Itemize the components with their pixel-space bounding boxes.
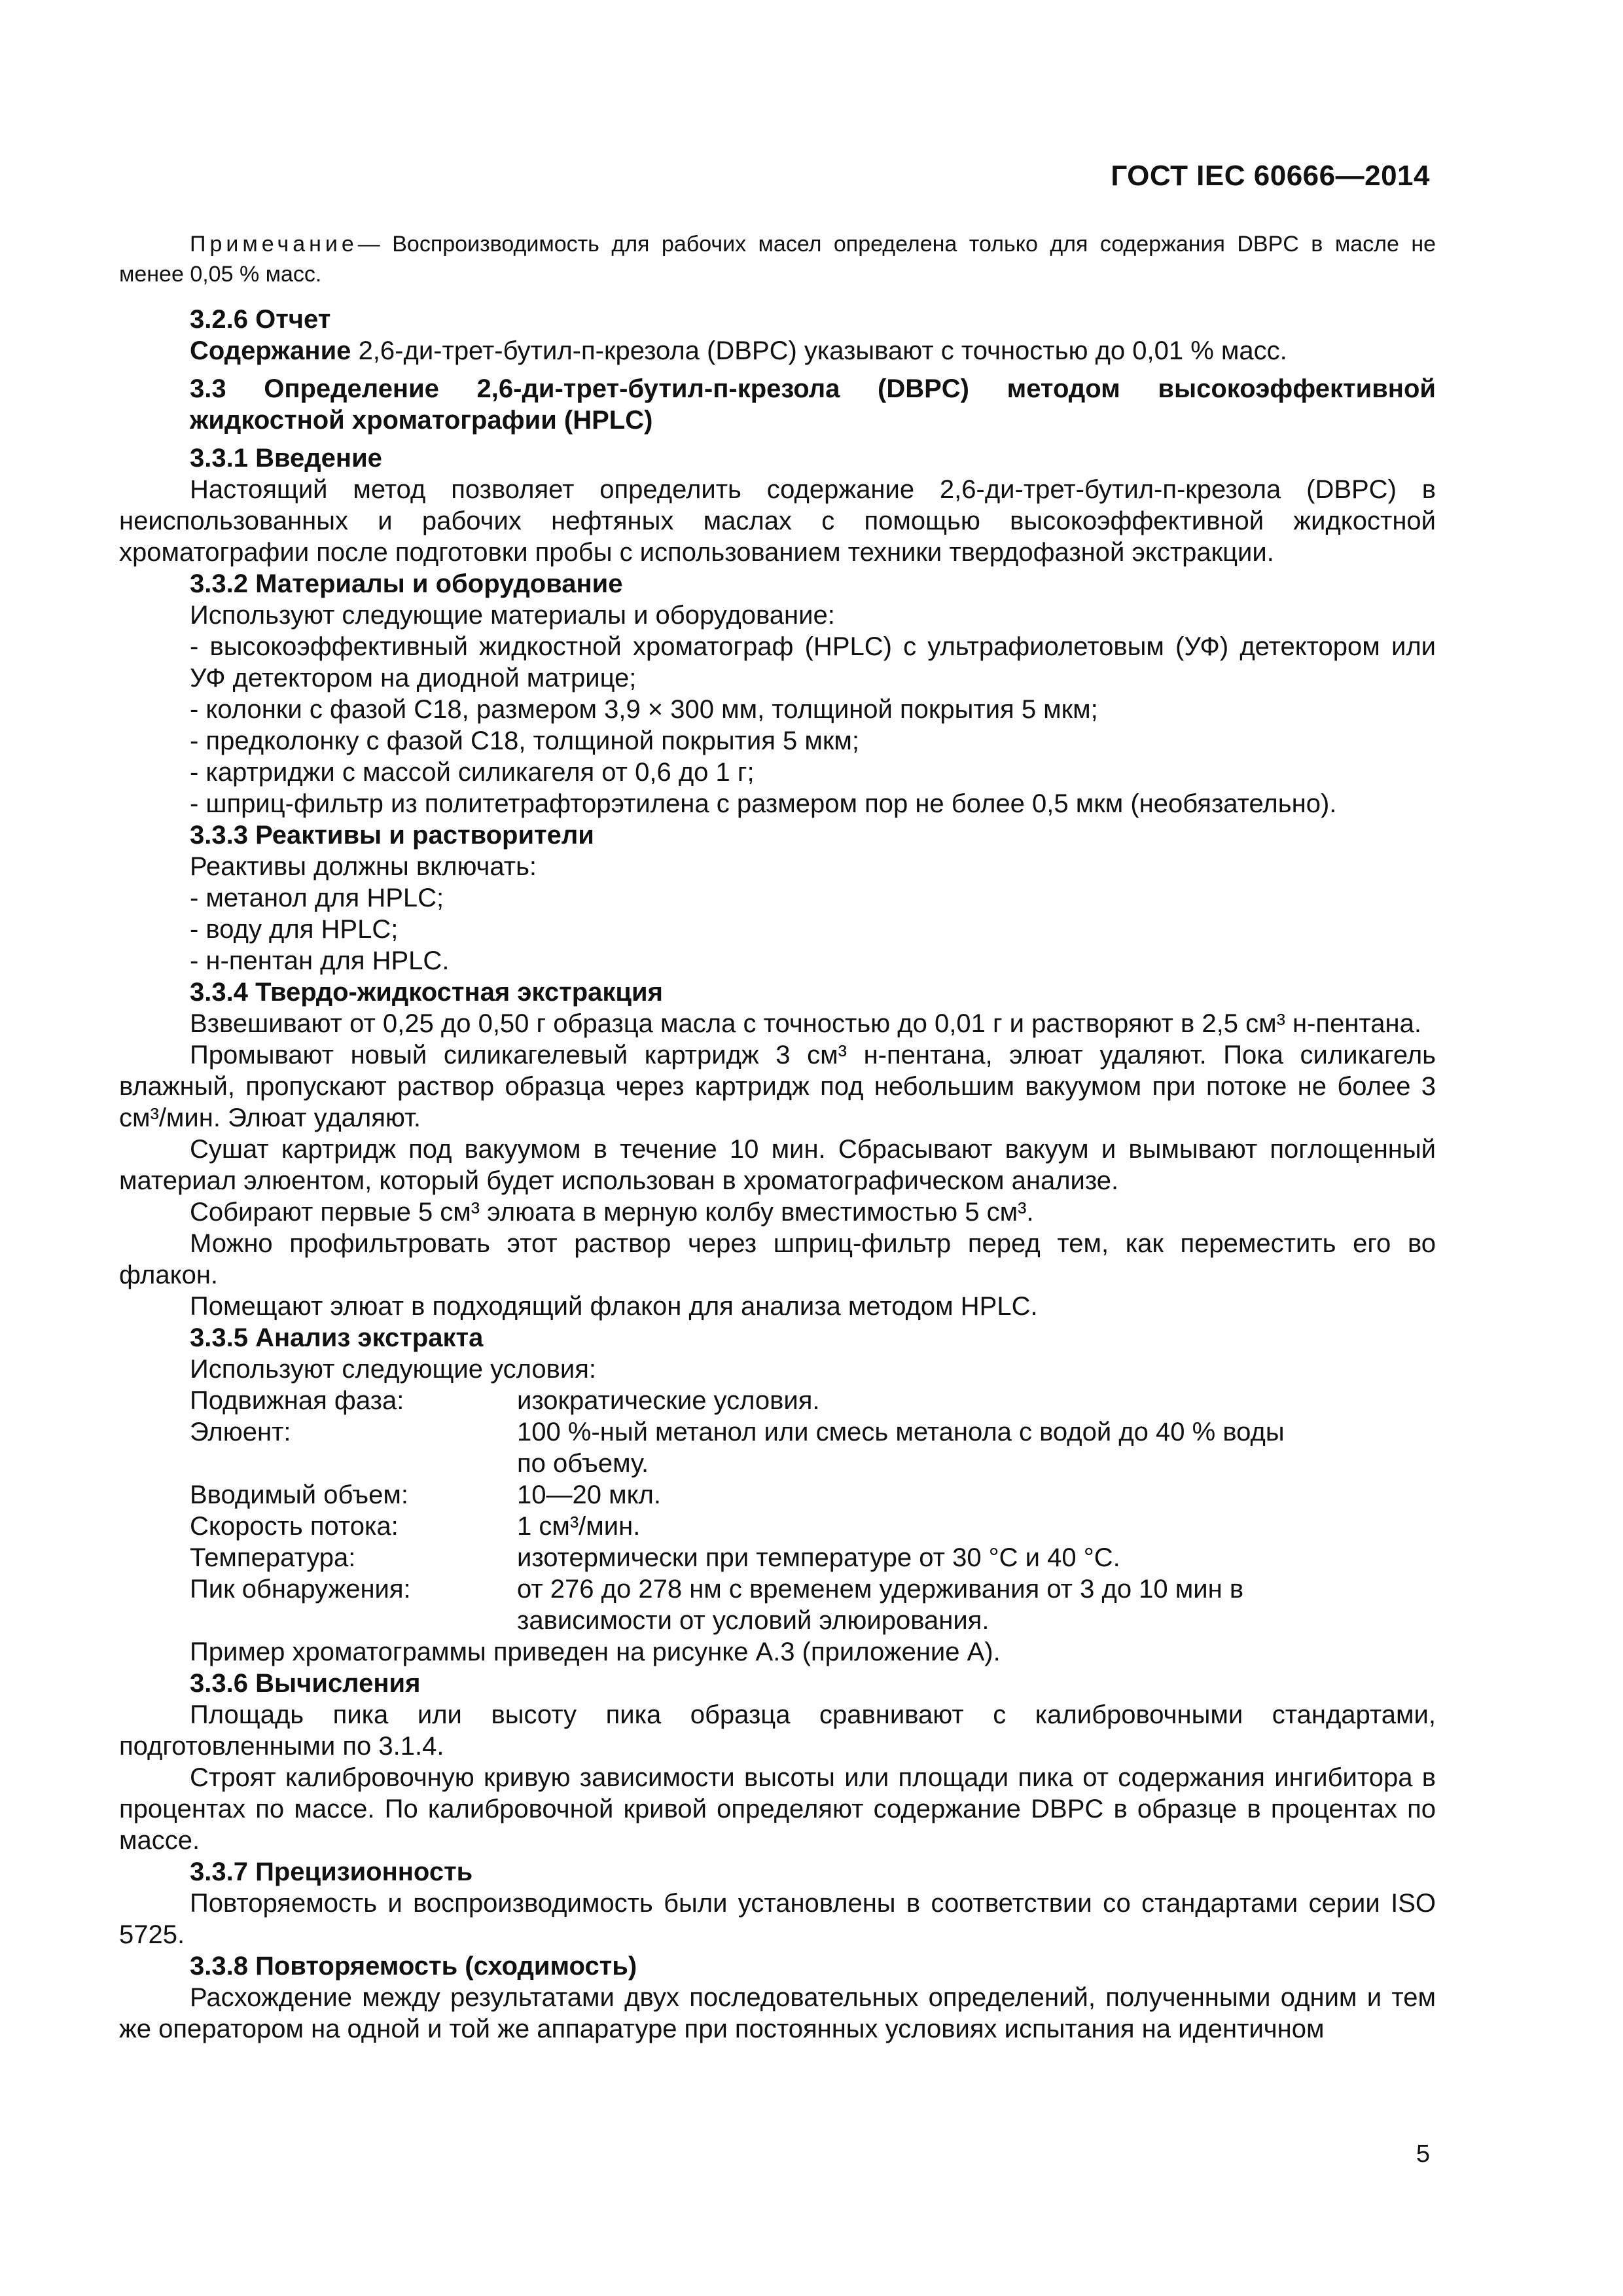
note-paragraph: [119, 229, 1436, 289]
calculation-paragraph-1: Площадь пика или высоту пика образца сравнивают с калибровочными стандартами, подготовленными по 3.1.4.: [119, 1700, 1436, 1761]
heading-3-3-5: 3.3.5 Анализ экстракта: [190, 1323, 484, 1352]
list-item: - колонки с фазой С18, размером 3,9 × 300 мм, толщиной покрытия 5 мкм;: [190, 695, 1098, 724]
condition-label: Элюент:: [190, 1418, 291, 1446]
extraction-paragraph-6: Помещают элюат в подходящий флакон для анализа методом HPLC.: [190, 1292, 1038, 1321]
heading-3-3-3: 3.3.3 Реактивы и растворители: [190, 821, 594, 850]
heading-3-3-7: 3.3.7 Прецизионность: [190, 1857, 473, 1886]
heading-3-3-4: 3.3.4 Твердо-жидкостная экстракция: [190, 978, 663, 1007]
materials-intro: Используют следующие материалы и оборудование:: [190, 601, 835, 630]
repeatability-paragraph: Расхождение между результатами двух последовательных определений, полученными одним и тем же оператором на одной и той же аппаратуре при постоянных условиях испытания на идентичном: [119, 1983, 1436, 2043]
heading-3-3-6: 3.3.6 Вычисления: [190, 1669, 421, 1698]
list-item: - воду для HPLC;: [190, 915, 399, 944]
heading-3-3-8: 3.3.8 Повторяемость (сходимость): [190, 1952, 637, 1981]
precision-paragraph: Повторяемость и воспроизводимость были установлены в соответствии со стандартами серии ISO 5725.: [119, 1889, 1436, 1949]
calculation-paragraph-2: Строят калибровочную кривую зависимости высоты или площади пика от содержания ингибитора в процентах по массе. По калибровочной кривой определяют содержание DBPC в образце в процентах по массе.: [119, 1763, 1436, 1855]
condition-label: Вводимый объем:: [190, 1480, 408, 1509]
list-item: - предколонку с фазой С18, толщиной покрытия 5 мкм;: [190, 726, 860, 755]
reagents-intro: Реактивы должны включать:: [190, 852, 537, 881]
intro-paragraph: Настоящий метод позволяет определить содержание 2,6-ди-трет-бутил-п-крезола (DBPC) в неиспользованных и рабочих нефтяных маслах с помощью высокоэффективной жидкостной хроматографии после подготовки пробы с использованием техники твердофазной экстракции.: [119, 475, 1436, 567]
condition-value: изотермически при температуре от 30 °С и 40 °С.: [517, 1543, 1120, 1572]
condition-row: [119, 1542, 1436, 1573]
condition-row: [119, 1416, 1436, 1479]
condition-value: 1 см³/мин.: [517, 1512, 641, 1541]
condition-value: 10—20 мкл.: [517, 1480, 661, 1509]
condition-row: [119, 1479, 1436, 1511]
heading-3-3-2: 3.3.2 Материалы и оборудование: [190, 569, 623, 598]
note-text: — Воспроизводимость для рабочих масел определена только для содержания DBPC в масле не менее 0,05 % масс.: [119, 232, 1436, 287]
page-content: [119, 229, 1436, 2045]
condition-value: 100 %-ный метанол или смесь метанола с водой до 40 % воды по объему.: [517, 1418, 1285, 1478]
condition-label: Скорость потока:: [190, 1512, 399, 1541]
conditions-intro: Используют следующие условия:: [190, 1355, 597, 1384]
chromatogram-reference: Пример хроматограммы приведен на рисунке А.3 (приложение А).: [190, 1638, 1001, 1666]
list-item: - высокоэффективный жидкостной хроматограф (HPLC) с ультрафиолетовым (УФ) детектором или УФ детектором на диодной матрице;: [190, 632, 1436, 692]
condition-label: Подвижная фаза:: [190, 1386, 404, 1415]
extraction-paragraph-1: Взвешивают от 0,25 до 0,50 г образца масла с точностью до 0,01 г и растворяют в 2,5 см³ н-пентана.: [190, 1009, 1421, 1038]
list-item: - н-пентан для HPLC.: [190, 946, 450, 975]
extraction-paragraph-2: Промывают новый силикагелевый картридж 3 см³ н-пентана, элюат удаляют. Пока силикагель влажный, пропускают раствор образца через картридж под небольшим вакуумом при потоке не более 3 см³/мин. Элюат удаляют.: [119, 1041, 1436, 1132]
condition-label: Температура:: [190, 1543, 356, 1572]
condition-value: изократические условия.: [517, 1386, 820, 1415]
report-paragraph: [119, 335, 1436, 367]
condition-row: [119, 1573, 1436, 1636]
list-item: - шприц-фильтр из политетрафторэтилена с размером пор не более 0,5 мкм (необязательно).: [190, 789, 1337, 818]
condition-value: от 276 до 278 нм с временем удерживания от 3 до 10 мин в зависимости от условий элюирования.: [517, 1575, 1244, 1635]
condition-row: [119, 1511, 1436, 1542]
report-lead: Содержание: [190, 336, 351, 365]
heading-3-3: 3.3 Определение 2,6-ди-трет-бутил-п-крезола (DBPC) методом высокоэффективной жидкостной хроматографии (HPLC): [190, 374, 1436, 435]
list-item: - картриджи с массой силикагеля от 0,6 до 1 г;: [190, 758, 755, 787]
heading-3-3-1: 3.3.1 Введение: [190, 444, 382, 473]
extraction-paragraph-4: Собирают первые 5 см³ элюата в мерную колбу вместимостью 5 см³.: [190, 1198, 1034, 1227]
note-label: Примечание: [190, 232, 358, 257]
heading-3-2-6: 3.2.6 Отчет: [190, 305, 331, 334]
report-text: 2,6-ди-трет-бутил-п-крезола (DBPC) указывают с точностью до 0,01 % масс.: [358, 336, 1287, 365]
extraction-paragraph-5: Можно профильтровать этот раствор через шприц-фильтр перед тем, как переместить его во флакон.: [119, 1229, 1436, 1289]
list-item: - метанол для HPLC;: [190, 884, 444, 912]
page-number: 5: [1416, 2140, 1430, 2168]
standard-header: ГОСТ IEC 60666—2014: [1111, 160, 1430, 192]
extraction-paragraph-3: Сушат картридж под вакуумом в течение 10 мин. Сбрасывают вакуум и вымывают поглощенный материал элюентом, который будет использован в хроматографическом анализе.: [119, 1135, 1436, 1195]
condition-row: [119, 1385, 1436, 1416]
condition-label: Пик обнаружения:: [190, 1575, 411, 1604]
